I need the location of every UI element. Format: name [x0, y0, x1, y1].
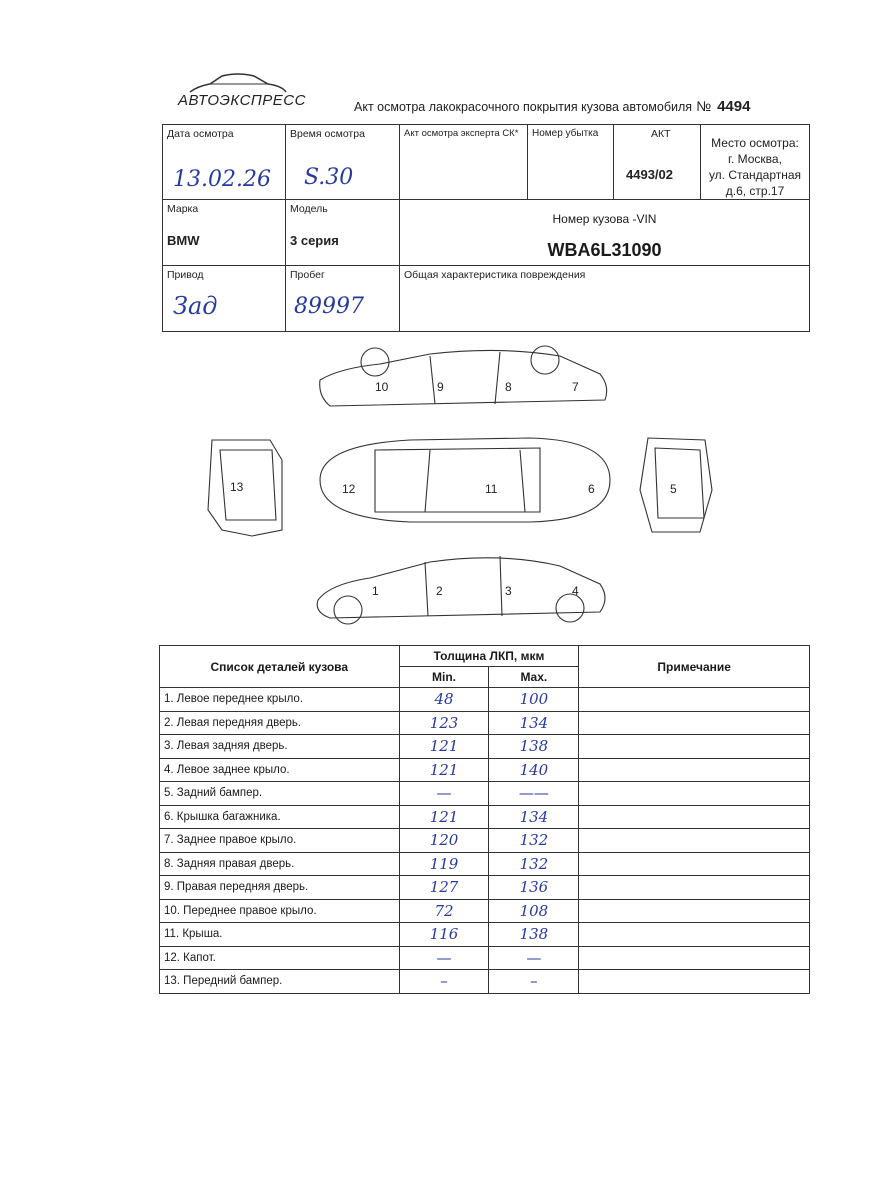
drive-cell: [163, 266, 286, 331]
part-name-cell: 11. Крыша.: [160, 923, 400, 947]
note-cell: [579, 852, 810, 876]
note-cell: [579, 899, 810, 923]
min-value-cell: –: [399, 970, 489, 994]
part-name-cell: 13. Передний бампер.: [160, 970, 400, 994]
time-cell: [286, 125, 400, 200]
table-row: [160, 735, 810, 759]
model-value: 3 серия: [290, 233, 339, 248]
damage-cell: [400, 266, 809, 331]
brand-cell: [163, 200, 286, 266]
table-row: [160, 688, 810, 712]
note-cell: [579, 782, 810, 806]
part-name-cell: 3. Левая задняя дверь.: [160, 735, 400, 759]
min-value-cell: 123: [399, 711, 489, 735]
min-value-cell: 72: [399, 899, 489, 923]
zone-label-8: 8: [505, 380, 512, 394]
logo-text: АВТОЭКСПРЕСС: [178, 92, 306, 109]
mileage-label: Пробег: [290, 269, 325, 281]
zone-label-7: 7: [572, 380, 579, 394]
company-logo: [178, 72, 306, 112]
min-value-cell: —: [399, 946, 489, 970]
table-row: [160, 711, 810, 735]
max-value-cell: 132: [489, 852, 579, 876]
min-value-cell: —: [399, 782, 489, 806]
act-label: АКТ: [651, 128, 671, 140]
note-cell: [579, 688, 810, 712]
zone-label-2: 2: [436, 584, 443, 598]
zone-label-12: 12: [342, 482, 356, 496]
act-value: 4493/02: [626, 167, 673, 182]
max-value-cell: 100: [489, 688, 579, 712]
min-value-cell: 119: [399, 852, 489, 876]
table-row: [160, 970, 810, 994]
part-name-cell: 1. Левое переднее крыло.: [160, 688, 400, 712]
max-value-cell: 134: [489, 805, 579, 829]
part-name-cell: 5. Задний бампер.: [160, 782, 400, 806]
zone-label-11: 11: [485, 482, 498, 496]
table-row: [160, 805, 810, 829]
min-value-cell: 127: [399, 876, 489, 900]
zone-label-1: 1: [372, 584, 379, 598]
place-cell: [701, 125, 809, 200]
inspection-header-table: [162, 124, 810, 332]
min-value-cell: 121: [399, 805, 489, 829]
note-cell: [579, 946, 810, 970]
part-name-cell: 10. Переднее правое крыло.: [160, 899, 400, 923]
car-outline-icon: [200, 340, 730, 640]
place-city: г. Москва,: [728, 152, 782, 166]
zone-label-13: 13: [230, 480, 244, 494]
title-number-sign: №: [696, 98, 712, 114]
max-value-cell: 108: [489, 899, 579, 923]
min-value-cell: 120: [399, 829, 489, 853]
note-column-header: Примечание: [579, 646, 810, 688]
time-value: S.30: [304, 165, 354, 190]
car-silhouette-icon: [188, 72, 288, 94]
document-title: [354, 98, 750, 115]
loss-number-cell: [528, 125, 614, 200]
vin-label: Номер кузова -VIN: [552, 212, 657, 226]
zone-label-10: 10: [375, 380, 389, 394]
table-row: [160, 782, 810, 806]
zone-label-6: 6: [588, 482, 595, 496]
model-cell: [286, 200, 400, 266]
note-cell: [579, 970, 810, 994]
car-body-diagram: [200, 340, 730, 640]
parts-column-header: Список деталей кузова: [160, 646, 400, 688]
max-value-cell: 136: [489, 876, 579, 900]
min-value-cell: 116: [399, 923, 489, 947]
paint-thickness-table: [159, 645, 810, 994]
part-name-cell: 8. Задняя правая дверь.: [160, 852, 400, 876]
place-street: ул. Стандартная: [708, 168, 802, 182]
max-value-cell: –: [489, 970, 579, 994]
time-label: Время осмотра: [290, 128, 365, 140]
table-row: [160, 829, 810, 853]
max-value-cell: ——: [489, 782, 579, 806]
drive-value: Зад: [173, 292, 218, 320]
part-name-cell: 2. Левая передняя дверь.: [160, 711, 400, 735]
expert-label: Акт осмотра эксперта СК*: [404, 128, 519, 139]
date-label: Дата осмотра: [167, 128, 234, 140]
model-label: Модель: [290, 203, 328, 215]
zone-label-5: 5: [670, 482, 677, 496]
min-value-cell: 121: [399, 735, 489, 759]
loss-number-label: Номер убытка: [532, 128, 599, 139]
max-value-cell: 132: [489, 829, 579, 853]
table-row: [160, 923, 810, 947]
act-cell: [614, 125, 701, 200]
note-cell: [579, 711, 810, 735]
table-header-row: [160, 646, 810, 667]
min-column-header: Min.: [399, 667, 489, 688]
max-column-header: Max.: [489, 667, 579, 688]
expert-cell: [400, 125, 528, 200]
part-name-cell: 7. Заднее правое крыло.: [160, 829, 400, 853]
table-row: [160, 758, 810, 782]
act-number: 4494: [717, 98, 751, 115]
drive-label: Привод: [167, 269, 204, 281]
place-building: д.6, стр.17: [725, 184, 785, 198]
max-value-cell: 138: [489, 735, 579, 759]
note-cell: [579, 923, 810, 947]
date-value: 13.02.26: [173, 167, 271, 192]
note-cell: [579, 805, 810, 829]
part-name-cell: 4. Левое заднее крыло.: [160, 758, 400, 782]
max-value-cell: 134: [489, 711, 579, 735]
vin-value: WBA6L31090: [547, 240, 662, 260]
table-row: [160, 946, 810, 970]
note-cell: [579, 758, 810, 782]
part-name-cell: 6. Крышка багажника.: [160, 805, 400, 829]
thickness-column-header: Толщина ЛКП, мкм: [399, 646, 579, 667]
max-value-cell: —: [489, 946, 579, 970]
table-row: [160, 876, 810, 900]
title-text: Акт осмотра лакокрасочного покрытия кузова автомобиля: [354, 100, 693, 114]
note-cell: [579, 735, 810, 759]
vin-cell: [400, 200, 809, 266]
date-cell: [163, 125, 286, 200]
damage-label: Общая характеристика повреждения: [404, 269, 586, 281]
zone-label-9: 9: [437, 380, 444, 394]
note-cell: [579, 829, 810, 853]
mileage-cell: [286, 266, 400, 331]
brand-label: Марка: [167, 203, 199, 215]
table-row: [160, 852, 810, 876]
place-label: Место осмотра:: [711, 136, 799, 150]
zone-label-3: 3: [505, 584, 512, 598]
min-value-cell: 48: [399, 688, 489, 712]
min-value-cell: 121: [399, 758, 489, 782]
max-value-cell: 140: [489, 758, 579, 782]
zone-label-4: 4: [572, 584, 579, 598]
part-name-cell: 9. Правая передняя дверь.: [160, 876, 400, 900]
max-value-cell: 138: [489, 923, 579, 947]
brand-value: BMW: [167, 233, 200, 248]
part-name-cell: 12. Капот.: [160, 946, 400, 970]
mileage-value: 89997: [294, 294, 364, 319]
table-row: [160, 899, 810, 923]
note-cell: [579, 876, 810, 900]
